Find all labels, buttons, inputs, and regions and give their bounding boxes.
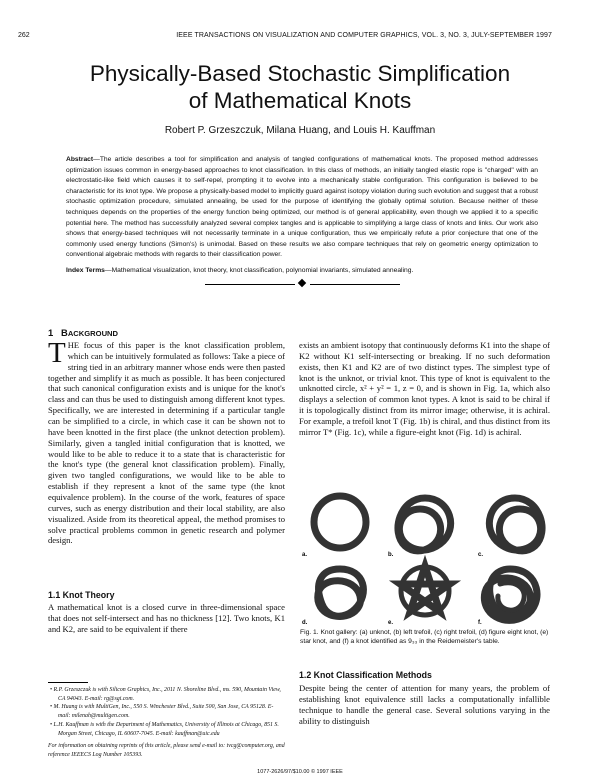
- figure-label-e: e.: [388, 620, 394, 626]
- title-line-2: of Mathematical Knots: [188, 88, 412, 113]
- index-terms-text: —Mathematical visualization, knot theory, knot classification, polynomial invariants, simulated annealing.: [104, 267, 414, 274]
- footnote-author-1: • R.P. Grzeszczuk is with Silicon Graphics, Inc., 2011 N. Shoreline Blvd., ms. 590, Mountain View, CA 94043. E-mail: rg@sgi.com.: [50, 687, 281, 702]
- footnote-rule: [48, 682, 88, 683]
- section-1-body: [48, 337, 285, 546]
- section-title-rest: ACKGROUND: [67, 329, 119, 338]
- section-title-first: B: [61, 327, 68, 338]
- index-terms-label: Index Terms: [66, 267, 105, 274]
- reprint-note: For information on obtaining reprints of this article, please send e-mail to: tvcg@computer.org, and reference IEEECS Log Number 105393.: [48, 743, 285, 758]
- index-terms: [66, 266, 538, 277]
- figure-label-d: d.: [302, 620, 308, 626]
- knot-9-33-loop: [498, 583, 524, 610]
- section-1-2-paragraph: Despite being the center of attention for many years, the problem of establishing knot equivalence still lacks a computationally infallible technique to handle the general case. Several solutions varying in the ability to distinguish: [299, 683, 550, 726]
- section-1-1-heading: 1.1 Knot Theory: [48, 590, 115, 600]
- figure-label-c: c.: [478, 552, 484, 558]
- left-trefoil-drawing: [398, 498, 451, 551]
- knot-gallery-figure: [300, 484, 550, 634]
- section-1-1-continued: exists an ambient isotopy that continuously deforms K1 into the shape of K2 without K1 self-intersecting or breaking. If no such deformation exists, then K1 and K2 are of two distinct types. The simplest type of knot is the unknot, or trivial knot. This type of knot is equivalent to the unknotted circle, x² + y² = 1, z = 0, and is shown in Fig. 1a, which also displays a selection of common knot types. A knot is said to be chiral if it is topologically distinct from its mirror image; otherwise, it is achiral. For example, a trefoil knot T (Fig. 1b) is chiral, and thus distinct from its mirror T* (Fig. 1c), while a figure-eight knot (Fig. 1d) is achiral.: [299, 340, 550, 437]
- section-1-2-heading: 1.2 Knot Classification Methods: [299, 670, 432, 680]
- unknot-drawing: [314, 496, 366, 548]
- paper-title: [0, 60, 600, 114]
- copyright-footer: 1077-2626/97/$10.00 © 1997 IEEE: [257, 769, 343, 775]
- figure-label-b: b.: [388, 552, 394, 558]
- right-trefoil-drawing: [489, 498, 542, 551]
- page-number: 262: [18, 32, 30, 39]
- abstract-text: —The article describes a tool for simplification and analysis of tangled configurations of mathematical knots. The proposed method addresses optimization issues common in energy-based approaches to knot classification. In this class of methods, an initially tangled elastic rope is "charged" with an electrostatic-like field which causes it to self-repel, prompting it to evolve into a mechanically stable configuration. This configuration is believed to be characteristic for its knot type. We propose a physically-based model to implicitly guard against isotopy violation during such evolution and suggest that a robust stochastic optimization procedure, simulated annealing, be used for the purpose of identifying the globally optimal solution. Because neither of these techniques depends on the properties of the energy function being optimized, our method is of general applicability, even though we applied it to a specific potential here. The method has successfully analyzed several complex tangles and is applicable to simplifying a large class of knots and links. Our work also shows that energy-based techniques will not necessarily terminate in a unique configuration, thus we empirically refute a prior conjecture that one of the commonly used energy functions (Simon's) is unimodal. Based on these results we also compare techniques that rely on geometric energy optimization to conventional algebraic methods with regards to their classification power.: [66, 156, 538, 259]
- section-number: 1: [48, 327, 54, 338]
- title-line-1: Physically-Based Stochastic Simplification: [89, 61, 511, 86]
- journal-header: IEEE TRANSACTIONS ON VISUALIZATION AND COMPUTER GRAPHICS, VOL. 3, NO. 3, JULY-SEPTEMBER 1997: [176, 32, 552, 39]
- footnote-author-3: • L.H. Kauffman is with the Department of Mathematics, University of Illinois at Chicago, 851 S. Morgan Street, Chicago, IL 60607-7045. E-mail: kauffman@uic.edu: [50, 721, 279, 737]
- figure-label-a: a.: [302, 552, 308, 558]
- separator-rule-left: [205, 284, 295, 285]
- separator-diamond-icon: [298, 279, 306, 287]
- abstract-label: Abstract: [66, 156, 94, 163]
- figure-eight-drawing: [318, 569, 364, 616]
- figure-caption: Fig. 1. Knot gallery: (a) unknot, (b) left trefoil, (c) right trefoil, (d) figure eight knot, (e) star knot, and (f) a knot identified as 9₃₃ in the Reidemeister's table.: [300, 629, 549, 645]
- author-list: Robert P. Grzeszczuk, Milana Huang, and Louis H. Kauffman: [164, 125, 436, 136]
- separator-rule-right: [310, 284, 400, 285]
- section-1-1-paragraph: A mathematical knot is a closed curve in three-dimensional space that does not self-intersect and has no thickness [12]. Two knots, K1 and K2, are said to be equivalent if there: [48, 602, 285, 634]
- figure-label-f: f.: [478, 620, 482, 626]
- footnotes: [48, 686, 285, 760]
- abstract: [66, 155, 538, 261]
- footnote-author-2: • M. Huang is with MultiGen, Inc., 550 S. Winchester Blvd., Suite 500, San Jose, CA 95128. E-mail: milenah@multigen.com.: [50, 704, 274, 720]
- section-1-paragraph: HE focus of this paper is the knot classification problem, which can be intuitively formulated as follows: Take a piece of string tied in an arbitrary manner whose ends were then pasted together and simplify it as much as possible. It has been conjectured that such canonical configuration exists and is unique for the knot's class and can thus be used to distinguish among different knot types. Specifically, we are interested in determining if a particular tangle can be simplified to a circle, in which case it can be shown not to have been knotted in the first place (the unknot detection problem). Similarly, given a tangled initial configuration that is knotted, we would like to be able to reduce it to a state that is characteristic for the knot's type (the general knot classification problem). Finally, given two tangled configurations, we would like to be able to establish if they represent a knot of the same type (the knot equivalence problem). In the course of the work, features of space curves, such as energy distribution and their local stability, are also visualized. Aside from its theoretical appeal, the method promises to solve practical problems common in genetic research and polymer design.: [48, 340, 285, 546]
- drop-cap: T: [48, 337, 66, 369]
